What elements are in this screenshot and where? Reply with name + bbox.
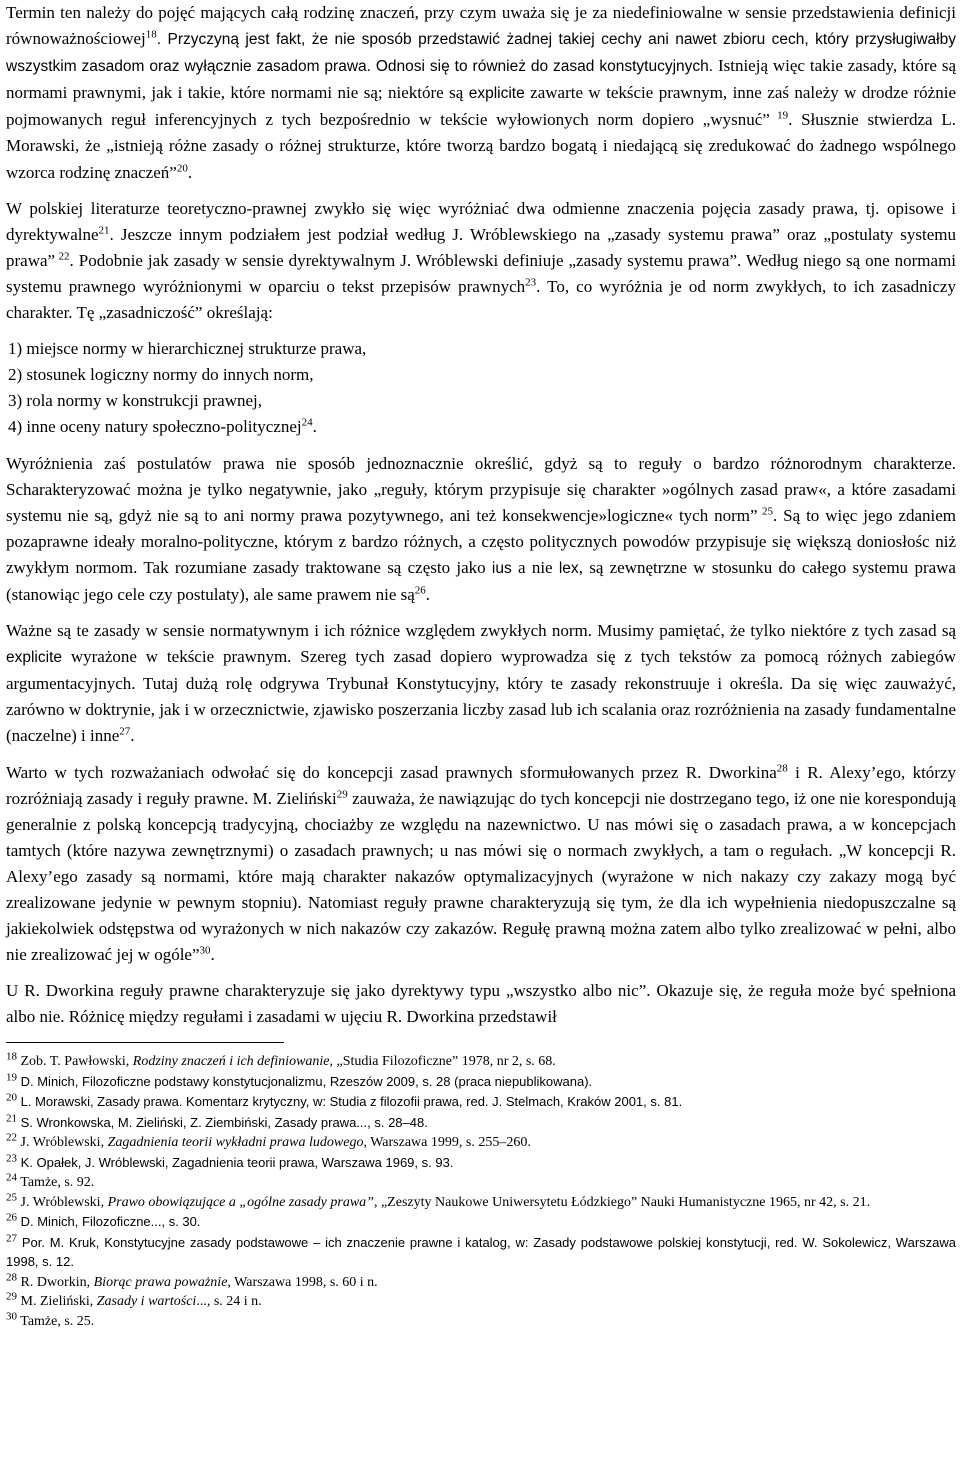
- text-run: zauważa, że nawiązując do tych koncepcji nie dostrzegano tego, iż one nie korespondują generalnie z polską koncepcją tradycyjną, chociażby ze względu na nazewnictwo. U nas mówi się o zasadach prawa, a w koncepcjach tamtych (które nazywa zewnętrznymi) o zasadach prawnych; u nas mówi się o normach zwykłych, a tam o regułach. „W koncepcji R. Alexy’ego zasady są normami, które mają charakter nakazów optymalizacyjnych (wyrażone w nich nakazy czy zakazy mogą być zrealizowane jedynie w pewnym stopniu). Natomiast reguły prawne charakteryzują się tym, że dla ich wypełnienia niedopuszczalne są jakiekolwiek odstępstwa od wyrażonych w nich nakazów czy zakazów. Regułę prawną można zatem albo tylko zrealizować w pełni, albo nie zrealizować jej w ogóle”: [6, 788, 957, 965]
- text-run: . Podobnie jak zasady w sensie dyrektywalnym J. Wróblewski definiuje „zasady systemu prawa”. Według niego są one normami systemu prawnego wyróżnionymi w oparciu o tekst przepisów prawnych: [6, 250, 957, 296]
- footnote-ref: 30: [6, 1310, 17, 1323]
- paragraph: [6, 196, 956, 326]
- paragraph: [6, 451, 956, 609]
- text-run: D. Minich, Filozoficzne..., s. 30.: [17, 1214, 201, 1230]
- list-item: [6, 336, 956, 362]
- footnote-ref: 19: [769, 109, 789, 122]
- text-run: , Warszawa 1999, s. 255–260.: [363, 1135, 531, 1151]
- footnote-ref: 25: [757, 505, 773, 518]
- paragraph: [6, 618, 956, 749]
- text-run: Ważne są te zasady w sensie normatywnym i ich różnice względem zwykłych norm. Musimy pamiętać, że tylko niektóre z tych zasad są: [6, 621, 956, 641]
- list-item: [6, 388, 956, 414]
- footnote-ref: 22: [55, 250, 70, 263]
- footnote: [6, 1234, 956, 1273]
- footnote: [6, 1154, 956, 1174]
- text-run: M. Zieliński,: [17, 1294, 97, 1310]
- text-run: L. Morawski, Zasady prawa. Komentarz krytyczny, w: Studia z filozofii prawa, red. J. Stelmach, Kraków 2001, s. 81.: [17, 1094, 683, 1110]
- footnote-ref: 23: [525, 276, 537, 289]
- text-run: Tamże, s. 92.: [17, 1175, 95, 1191]
- text-run: Tamże, s. 25.: [17, 1313, 95, 1329]
- paragraph: [6, 0, 956, 186]
- text-run: . Jeszcze innym podziałem jest podział według J. Wróblewskiego na „zasady systemu prawa” oraz „postulaty systemu prawa”: [6, 224, 956, 270]
- footnote-ref: 24: [6, 1171, 17, 1184]
- footnote: [6, 1093, 956, 1113]
- text-run: .: [187, 162, 193, 182]
- list-item: [6, 414, 956, 440]
- text-run: . To, co wyróżnia je od norm zwykłych, to ich zasadniczy charakter. Tę „zasadniczość” określają:: [6, 276, 956, 323]
- text-run: lex: [558, 559, 579, 577]
- footnote-ref: 22: [6, 1131, 17, 1144]
- footnote: [6, 1131, 956, 1153]
- footnote: [6, 1114, 956, 1134]
- text-run: W polskiej literaturze teoretyczno-prawnej zwykło się więc wyróżniać dwa odmienne znaczenia pojęcia zasady prawa, tj. opisowe i dyrektywalne: [6, 198, 956, 244]
- text-run: K. Opałek, J. Wróblewski, Zagadnienia teorii prawa, Warszawa 1969, s. 93.: [17, 1154, 454, 1170]
- footnotes: [6, 1050, 956, 1331]
- paragraph: [6, 760, 956, 969]
- text-run: .: [130, 726, 135, 746]
- text-run: D. Minich, Filozoficzne podstawy konstytucjonalizmu, Rzeszów 2009, s. 28 (praca niepublikowana).: [17, 1073, 593, 1089]
- text-run: Istnieją więc takie zasady, które są normami prawnymi, jak i takie, które normami nie są; niektóre są: [6, 56, 957, 103]
- footnote-ref: 23: [6, 1152, 17, 1165]
- text-run: 3) rola normy w konstrukcji prawnej,: [8, 391, 262, 411]
- footnote-ref: 21: [98, 224, 110, 237]
- text-run: Termin ten należy do pojęć mających całą rodzinę znaczeń, przy czym uważa się je za niedefiniowalne w sensie przedstawienia definicji równoważnościowej: [6, 3, 956, 49]
- footnote-ref: 18: [145, 28, 157, 41]
- text-run: R. Dworkin,: [17, 1274, 94, 1290]
- text-run: .: [210, 945, 215, 965]
- text-run: Zob. T. Pawłowski,: [17, 1054, 133, 1070]
- footnote-ref: 30: [199, 944, 211, 957]
- footnote: [6, 1171, 956, 1193]
- footnote-ref: 18: [6, 1050, 17, 1063]
- text-run: .: [425, 584, 431, 604]
- text-run: zawarte w tekście prawnym, inne zaś należy w drodze różnie pojmowanych reguł inferencyjnych z tych bezpośrednio w tekście wyłowionych norm dopiero „wysnuć”: [6, 83, 956, 130]
- text-run: Por. M. Kruk, Konstytucyjne zasady podstawowe – ich znaczenie prawne i katalog, w: Zasady podstawowe polskiej konstytucji, red. W. Sokolewicz, Warszawa 1998, s. 12.: [6, 1234, 956, 1270]
- enumerated-list: [6, 336, 956, 440]
- text-run: .: [312, 417, 317, 437]
- footnote-ref: 28: [776, 761, 788, 774]
- text-run: i R. Alexy’ego, którzy rozróżniają zasady i reguły prawne. M. Zieliński: [6, 762, 956, 808]
- footnote: [6, 1073, 956, 1093]
- footnote: [6, 1050, 956, 1072]
- footnote: [6, 1213, 956, 1233]
- footnote: [6, 1310, 956, 1332]
- footnote-ref: 28: [6, 1271, 17, 1284]
- text-run: , „Studia Filozoficzne” 1978, nr 2, s. 68.: [329, 1054, 556, 1070]
- footnote-ref: 29: [6, 1290, 17, 1303]
- footnote-ref: 21: [6, 1112, 17, 1125]
- text-run: explicite: [6, 649, 62, 667]
- footnote: [6, 1290, 956, 1312]
- text-run: wyrażone w tekście prawnym. Szereg tych zasad dopiero wyprowadza się z tych tekstów za pomocą różnych zabiegów argumentacyjnych. Tutaj dużą rolę odgrywa Trybunał Konstytucyjny, który te zasady rekonstruuje i określa. Da się więc zauważyć, zarówno w doktrynie, jak i w orzecznictwie, zjawisko poszerzania liczby zasad lub ich scalania oraz rozróżnienia na zasady fundamentalne (naczelne) i inne: [6, 647, 956, 746]
- text-run: S. Wronkowska, M. Zieliński, Z. Ziembiński, Zasady prawa..., s. 28–48.: [17, 1114, 428, 1130]
- footnote-ref: 19: [6, 1071, 17, 1084]
- text-run: explicite: [468, 85, 525, 103]
- footnote-separator: [6, 1042, 284, 1043]
- body-text-after-list: [6, 451, 956, 1031]
- text-run: J. Wróblewski,: [17, 1194, 108, 1210]
- footnote: [6, 1271, 956, 1293]
- text-run: Biorąc prawa poważnie: [93, 1274, 228, 1290]
- text-run: Zasady i wartości: [96, 1294, 197, 1310]
- footnote-ref: 29: [336, 787, 348, 800]
- text-run: Zagadnienia teorii wykładni prawa ludowego: [107, 1135, 364, 1151]
- text-run: 2) stosunek logiczny normy do innych norm,: [8, 365, 314, 385]
- text-run: ius: [491, 559, 512, 577]
- footnote-ref: 27: [119, 725, 131, 738]
- body-text-before-list: [6, 0, 956, 326]
- text-run: , są zewnętrzne w stosunku do całego systemu prawa (stanowiąc jego cele czy postulaty), ale same prawem nie są: [6, 557, 956, 604]
- text-run: U R. Dworkina reguły prawne charakteryzuje się jako dyrektywy typu „wszystko albo nic”. Okazuje się, że reguła może być spełniona albo nie. Różnicę między regułami i zasadami w ujęciu R. Dworkina przedstawił: [6, 981, 956, 1027]
- text-run: , „Zeszyty Naukowe Uniwersytetu Łódzkiego” Nauki Humanistyczne 1965, nr 42, s. 21.: [373, 1194, 871, 1210]
- text-run: J. Wróblewski,: [17, 1135, 108, 1151]
- text-run: a nie: [511, 557, 559, 577]
- text-run: 1) miejsce normy w hierarchicznej strukturze prawa,: [8, 339, 367, 359]
- text-run: Prawo obowiązujące a „ogólne zasady prawa”: [107, 1194, 374, 1210]
- text-run: Warto w tych rozważaniach odwołać się do koncepcji zasad prawnych sformułowanych przez R. Dworkina: [6, 762, 777, 782]
- footnote-ref: 20: [176, 161, 188, 174]
- text-run: ..., s. 24 i n.: [196, 1294, 262, 1310]
- text-run: . Słusznie stwierdza L. Morawski, że „istnieją różne zasady o różnej strukturze, które tworzą bardzo bogatą i niedającą się zredukować do żadnego wspólnego wzorca rodzinę znaczeń”: [6, 110, 956, 182]
- footnote-ref: 26: [414, 584, 426, 597]
- footnote-ref: 24: [301, 416, 313, 429]
- footnote: [6, 1191, 956, 1213]
- text-run: . Przyczyną jest fakt, że nie sposób przedstawić żadnej takiej cechy ani nawet zbioru cech, który przysługiwałby wszystkim zasadom oraz wyłącznie zasadom prawa. Odnosi się to również do zasad konstytucyjnych.: [6, 31, 956, 76]
- footnote-ref: 25: [6, 1191, 17, 1204]
- footnote-ref: 27: [6, 1232, 17, 1245]
- list-item: [6, 362, 956, 388]
- footnote-ref: 26: [6, 1211, 17, 1224]
- text-run: Wyróżnienia zaś postulatów prawa nie sposób jednoznacznie określić, gdyż są to reguły o bardzo różnorodnym charakterze. Scharakteryzować można je tylko negatywnie, jako „reguły, którym przypisuje się charakter »ogólnych zasad praw«, a które zasadami systemu nie są, gdyż nie są to ani normy prawa pozytywnego, ani też konsekwencje»logiczne« tych norm”: [6, 453, 956, 525]
- footnote-ref: 20: [6, 1091, 17, 1104]
- text-run: , Warszawa 1998, s. 60 i n.: [227, 1274, 378, 1290]
- text-run: 4) inne oceny natury społeczno-politycznej: [8, 417, 302, 437]
- text-run: . Są to więc jego zdaniem pozaprawne ideały moralno-polityczne, którym z bardzo różnych, a często politycznych powodów przypisuje się większą doniosłośc niż zwykłym normom. Tak rozumiane zasady traktowane są często jako: [6, 505, 956, 577]
- text-run: Rodziny znaczeń i ich definiowanie: [132, 1054, 330, 1070]
- paragraph: [6, 978, 956, 1030]
